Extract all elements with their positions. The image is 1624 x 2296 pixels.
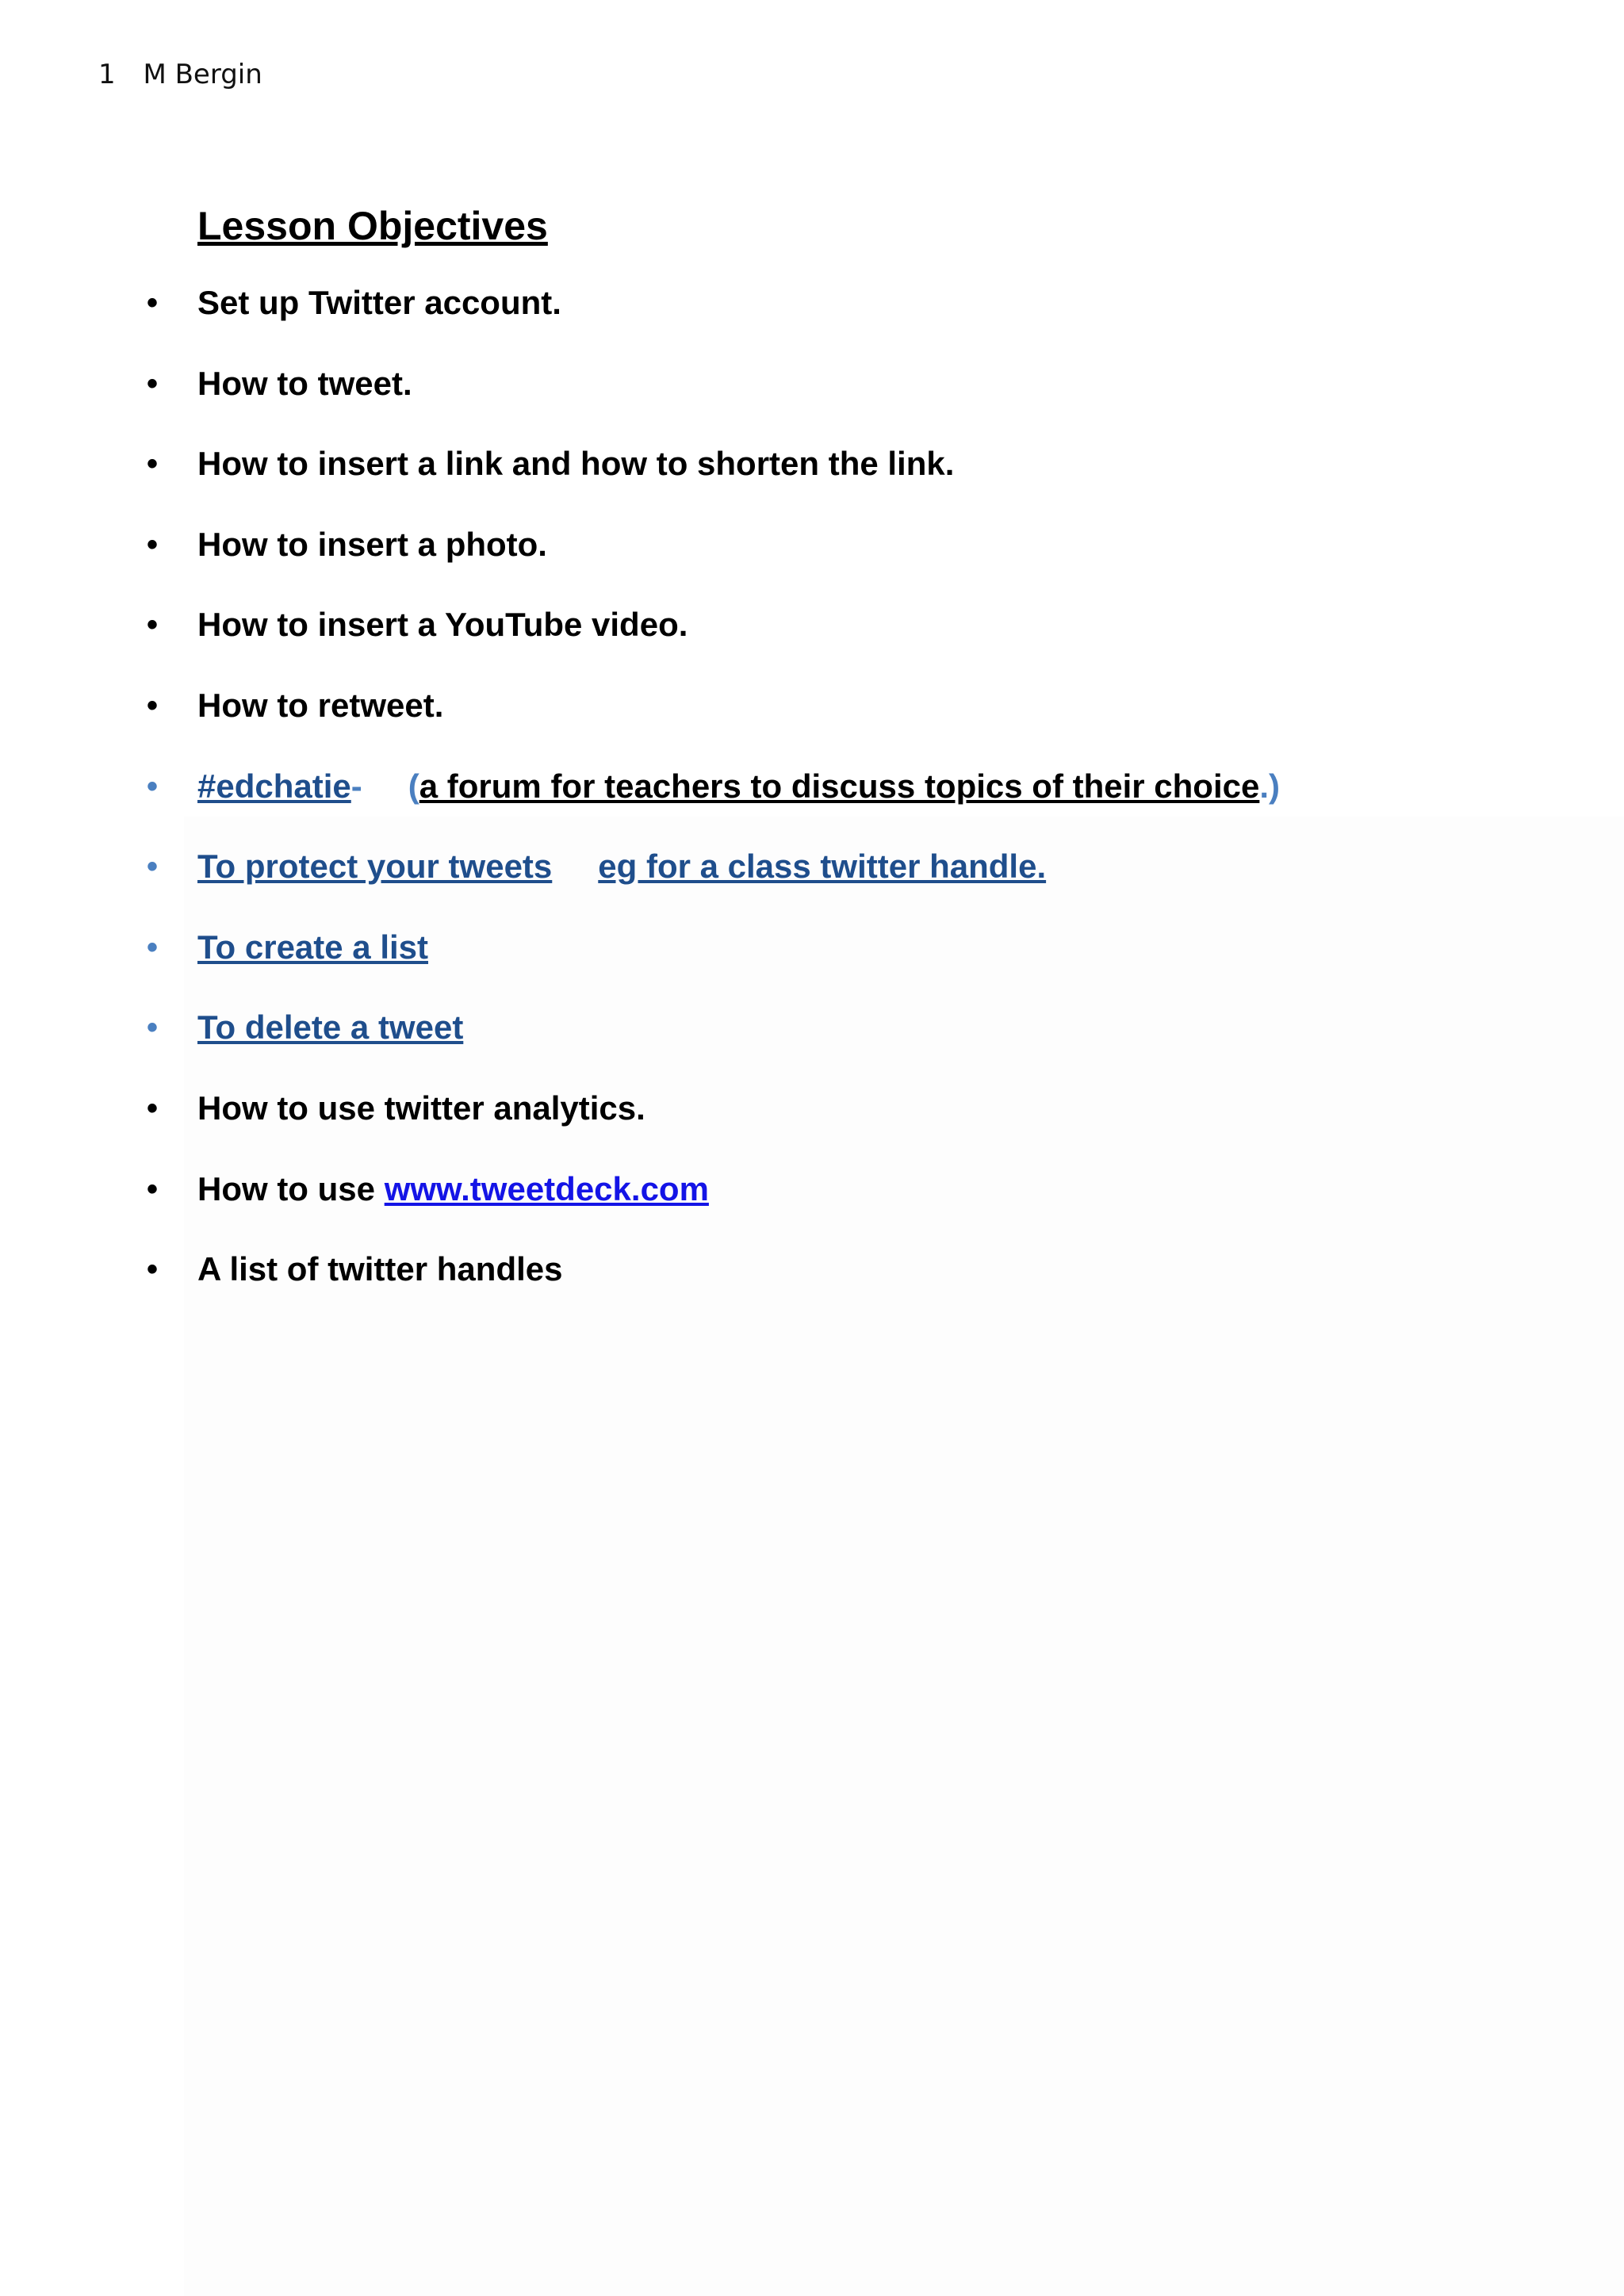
bullet-icon: • bbox=[147, 526, 159, 562]
open-paren: ( bbox=[408, 767, 419, 805]
list-item bbox=[147, 440, 1545, 521]
list-item-create-list bbox=[147, 924, 1545, 1004]
edchatie-description: a forum for teachers to discuss topics of their choice bbox=[419, 767, 1260, 805]
list-item bbox=[147, 682, 1545, 763]
list-item bbox=[147, 279, 1545, 360]
list-item bbox=[147, 1246, 1545, 1326]
delete-tweet-link[interactable]: To delete a tweet bbox=[197, 1008, 464, 1047]
list-item-edchatie bbox=[147, 763, 1545, 844]
page-header bbox=[98, 59, 262, 90]
list-item-protect-tweets bbox=[147, 843, 1545, 924]
edchatie-hashtag-link[interactable]: #edchatie bbox=[197, 767, 351, 805]
objectives-list bbox=[147, 279, 1545, 1326]
list-item-text: Set up Twitter account. bbox=[197, 284, 561, 321]
bullet-icon: • bbox=[147, 446, 159, 482]
list-item-delete-tweet bbox=[147, 1004, 1545, 1085]
list-item-text: How to insert a YouTube video. bbox=[197, 606, 688, 644]
list-item-text: A list of twitter handles bbox=[197, 1250, 563, 1288]
bullet-icon: • bbox=[147, 849, 159, 885]
list-item-text: How to retweet. bbox=[197, 686, 444, 724]
bullet-icon: • bbox=[147, 1010, 159, 1046]
create-list-link[interactable]: To create a list bbox=[197, 928, 429, 966]
page-number: 1 bbox=[98, 59, 116, 90]
protect-tweets-link[interactable]: To protect your tweets eg for a class twitter handle. bbox=[197, 848, 1047, 886]
list-item-text: How to insert a photo. bbox=[197, 525, 547, 563]
list-item bbox=[147, 360, 1545, 441]
bullet-icon: • bbox=[147, 687, 159, 723]
bullet-icon: • bbox=[147, 1090, 159, 1126]
bullet-icon: • bbox=[147, 365, 159, 401]
bullet-icon: • bbox=[147, 285, 159, 320]
bullet-icon: • bbox=[147, 607, 159, 643]
bullet-icon: • bbox=[147, 768, 159, 804]
bullet-icon: • bbox=[147, 1171, 159, 1207]
author-name: M Bergin bbox=[143, 59, 262, 90]
page-title: Lesson Objectives bbox=[197, 204, 548, 248]
list-item-text: How to tweet. bbox=[197, 364, 412, 402]
document-body bbox=[147, 198, 1545, 1326]
list-item bbox=[147, 601, 1545, 682]
dash-separator: - bbox=[350, 767, 362, 805]
bullet-icon: • bbox=[147, 929, 159, 965]
list-item-text: How to use twitter analytics. bbox=[197, 1089, 645, 1127]
list-item-tweetdeck bbox=[147, 1165, 1545, 1246]
list-item bbox=[147, 521, 1545, 602]
tweetdeck-link[interactable]: www.tweetdeck.com bbox=[384, 1169, 709, 1207]
list-item-text: How to insert a link and how to shorten the link. bbox=[197, 445, 955, 483]
list-item bbox=[147, 1085, 1545, 1165]
close-paren: .) bbox=[1259, 767, 1280, 805]
list-item-text: How to use bbox=[197, 1169, 385, 1207]
bullet-icon: • bbox=[147, 1252, 159, 1288]
